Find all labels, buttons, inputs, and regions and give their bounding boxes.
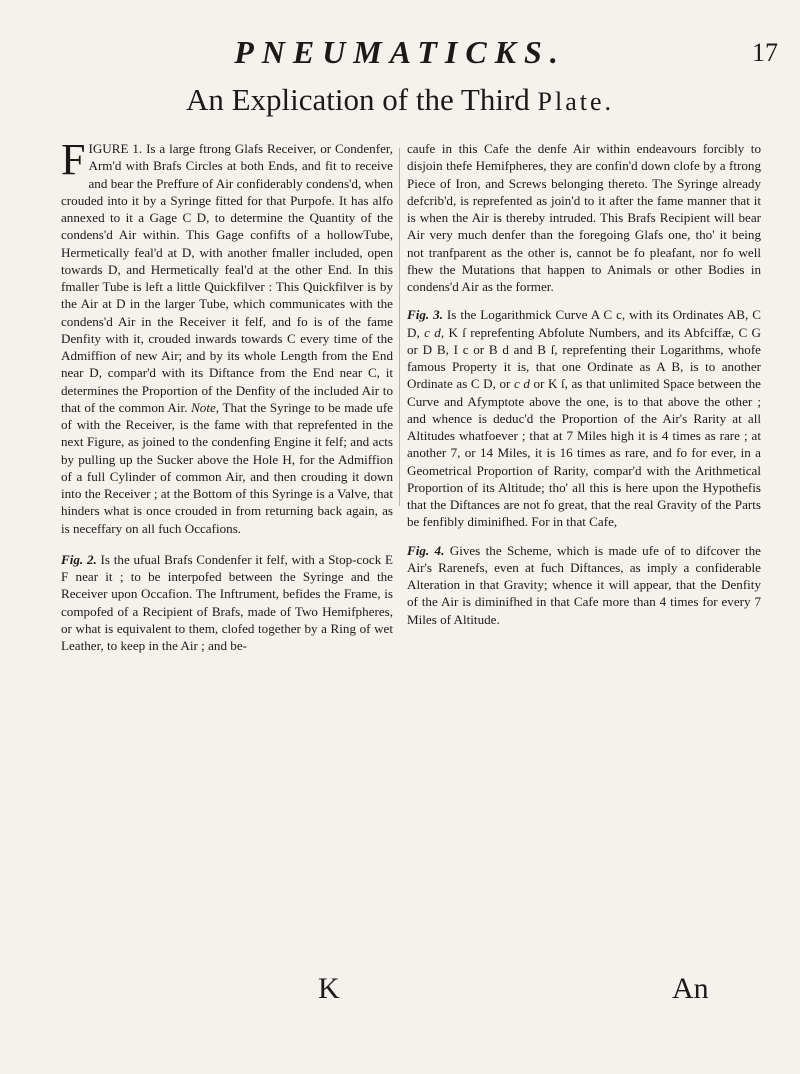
fig2-label: Fig. 2.: [61, 551, 97, 567]
fig3-text-a: Is the Logarithmick Curve A C c, with its Ordinates AB, C D,: [407, 307, 761, 340]
note-text: That the Syringe to be made ufe of with the Receiver, is the fame with that reprefented in the next Figure, as joined to the condenfing Engine it felf; and acts by pulling up the Sucker above the Hole H, for the Admiffion of a full Cylinder of common Air, and then crouding it down into the Receiver ; at the Bottom of this Syringe is a Valve, that hinders what is once crouded in from returning back again, as is neceffary on all fuch Occafions.: [61, 399, 393, 536]
fig4-label: Fig. 4.: [407, 542, 445, 558]
column-divider: [399, 148, 400, 506]
page-number: 17: [752, 38, 778, 67]
fig3-text-c: K ſ reprefenting Abfolute Numbers, and its Abfciffæ, C G or D B, I c or B d and B ſ, reprefenting their Logarithms, whofe famous Property it is, that one Ordinate as A B, is to another Ordinate as C D, or: [407, 324, 761, 392]
paragraph-fig2: [61, 551, 393, 655]
fig3-text-b: c d,: [424, 324, 445, 340]
fig3-text-d: c d: [513, 376, 530, 392]
catchword: An: [672, 972, 709, 1005]
paragraph-fig4: [407, 542, 761, 628]
fig2-text: Is the ufual Brafs Condenfer it felf, with a Stop-cock E F near it ; to be interpofed between the Syringe and the Receiver upon Occafion. The Inftrument, befides the Frame, is compofed of a Recipient of Brafs, made of Two Hemifpheres, or what is equivalent to them, clofed together by a Ring of wet Leather, to keep in the Air ; and be-: [61, 551, 393, 653]
fig3-label: Fig. 3.: [407, 307, 443, 323]
right-column: [407, 140, 761, 628]
section-title-lead: An Explication of the Third: [185, 82, 530, 117]
fig3-text-e: or K ſ, as that unlimited Space between the Curve and Afymptote above the one, is to that above the other ; and whence is deduc'd the Proportion of the Air's Rarity at all Altitudes whatfoever ; that at 7 Miles high it is 4 times as rare ; at another 7, or 14 Miles, it is 16 times as rare, and fo for ever, in a Geometrical Proportion of Rarity, compar'd with the Arithmetical Proportion of its Altitude; tho' all this is here upon the Hypothefis that the Diftances are not fo great, that the real Gravity of the Parts be fenfibly diminifhed. For in that Cafe,: [407, 376, 761, 530]
left-column: [61, 135, 393, 654]
paragraph-fig1: [61, 135, 393, 537]
fig4-text: Gives the Scheme, which is made ufe of to difcover the Air's Rarenefs, even at fuch Diftances, as imply a confiderable Alteration in that Gravity; whence it will appear, that the Denfity of the Air is diminifhed in that Cafe more than 4 times for every 7 Miles of Altitude.: [407, 542, 761, 627]
drop-cap: F: [61, 135, 86, 184]
paragraph-fig3: [407, 306, 761, 530]
signature-mark: K: [318, 972, 340, 1005]
fig2-continued-text: caufe in this Cafe the denfe Air within endeavours forcibly to disjoin thefe Hemifpheres, they are confin'd down clofe by a ftrong Piece of Iron, and Screws belonging thereto. The Syringe already defcrib'd, is reprefented as join'd to it after the fame manner that it is when the Air is thereby intruded. This Brafs Recipient will bear Air very much denfer than the foregoing Glafs one, tho' it being not tranfparent as the other is, cannot be fo pleafant, nor fo well fhew the Mutations that happen to Animals or other Bodies in condens'd Air as the former.: [407, 141, 761, 294]
section-title-smallcaps: Plate.: [537, 87, 615, 116]
fig1-text: IGURE 1. Is a large ftrong Glafs Receiver, or Condenfer, Arm'd with Brafs Circles at both Ends, and fit to receive and bear the Preffure of Air confiderably condens'd, when crouded into it by a Syringe fitted for that Purpofe. It has alfo annexed to it a Gage C D, to determine the Quantity of the condens'd Air within. This Gage confifts of a hollowTube, Hermetically feal'd at D, with another fmaller included, open towards D, and Hermetically feal'd at the other End. In this fmaller Tube is left a little Quickfilver : This Quickfilver is by the Air at D in the larger Tube, which communicates with the condens'd Air in the Receiver it felf, and fo is of the fame Denfity with it, crouded inwards towards C every time of the Admiffion of new Air; and by its whole Length from the End near D, compar'd with its Diftance from the End near C, it determines the Proportion of the Denfity of the included Air to that of the common Air.: [61, 141, 393, 415]
section-title: [0, 82, 800, 118]
note-label: Note,: [191, 399, 220, 415]
paragraph-fig2-continued: [407, 140, 761, 295]
running-head: PNEUMATICKS.: [234, 34, 566, 70]
